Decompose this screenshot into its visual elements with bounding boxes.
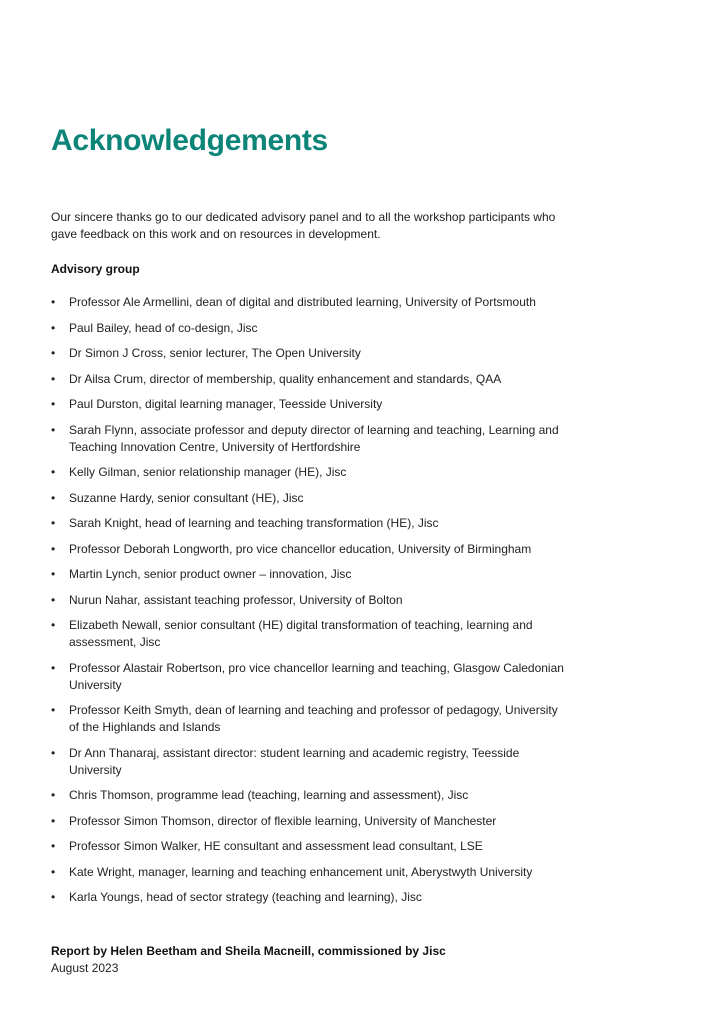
member-text: Professor Ale Armellini, dean of digital and distributed learning, University of Portsmouth bbox=[69, 295, 536, 309]
bullet-icon: • bbox=[51, 516, 56, 530]
list-item bbox=[51, 864, 571, 881]
bullet-icon: • bbox=[51, 567, 56, 581]
member-text: Sarah Flynn, associate professor and deputy director of learning and teaching, Learning and Teaching Innovation Centre, University of Hertfordshire bbox=[69, 422, 559, 454]
report-date: August 2023 bbox=[51, 961, 119, 975]
member-text: Paul Durston, digital learning manager, Teesside University bbox=[69, 397, 383, 411]
bullet-icon: • bbox=[51, 864, 56, 879]
bullet-icon: • bbox=[51, 788, 56, 802]
list-item bbox=[51, 464, 571, 481]
bullet-icon: • bbox=[51, 541, 56, 556]
list-item bbox=[51, 345, 571, 362]
bullet-icon: • bbox=[51, 660, 56, 675]
member-text: Professor Alastair Robertson, pro vice chancellor learning and teaching, Glasgow Caledonian University bbox=[69, 660, 564, 692]
list-item bbox=[51, 592, 571, 609]
bullet-icon: • bbox=[51, 320, 56, 335]
member-text: Professor Deborah Longworth, pro vice chancellor education, University of Birmingham bbox=[69, 541, 532, 556]
bullet-icon: • bbox=[51, 371, 56, 386]
member-text: Elizabeth Newall, senior consultant (HE) digital transformation of teaching, learning and assessment, Jisc bbox=[69, 618, 533, 649]
list-item bbox=[51, 787, 571, 804]
member-text: Martin Lynch, senior product owner – innovation, Jisc bbox=[69, 567, 352, 581]
member-text: Sarah Knight, head of learning and teaching transformation (HE), Jisc bbox=[69, 516, 439, 530]
member-text: Professor Simon Thomson, director of flexible learning, University of Manchester bbox=[69, 813, 497, 828]
bullet-icon: • bbox=[51, 839, 56, 853]
bullet-icon: • bbox=[51, 890, 56, 904]
list-item bbox=[51, 541, 571, 558]
bullet-icon: • bbox=[51, 465, 56, 479]
bullet-icon: • bbox=[51, 745, 56, 760]
list-item bbox=[51, 745, 571, 779]
report-byline: Report by Helen Beetham and Sheila Macneill, commissioned by Jisc bbox=[51, 944, 446, 958]
list-item bbox=[51, 490, 571, 507]
bullet-icon: • bbox=[51, 813, 56, 828]
advisory-group-heading: Advisory group bbox=[51, 262, 140, 276]
bullet-icon: • bbox=[51, 422, 56, 437]
bullet-icon: • bbox=[51, 295, 56, 309]
list-item bbox=[51, 702, 571, 736]
intro-paragraph: Our sincere thanks go to our dedicated advisory panel and to all the workshop participants who gave feedback on this work and on resources in development. bbox=[51, 210, 556, 241]
list-item bbox=[51, 617, 571, 651]
list-item bbox=[51, 813, 571, 830]
list-item bbox=[51, 838, 571, 855]
member-text: Nurun Nahar, assistant teaching professor, University of Bolton bbox=[69, 592, 403, 607]
bullet-icon: • bbox=[51, 490, 56, 505]
bullet-icon: • bbox=[51, 592, 56, 607]
bullet-icon: • bbox=[51, 397, 56, 411]
list-item bbox=[51, 566, 571, 583]
member-text: Professor Simon Walker, HE consultant and assessment lead consultant, LSE bbox=[69, 839, 483, 853]
list-item bbox=[51, 515, 571, 532]
list-item bbox=[51, 889, 571, 906]
list-item bbox=[51, 294, 571, 311]
member-text: Dr Ann Thanaraj, assistant director: student learning and academic registry, Teesside University bbox=[69, 745, 520, 777]
member-text: Kate Wright, manager, learning and teaching enhancement unit, Aberystwyth University bbox=[69, 864, 533, 879]
report-footer bbox=[51, 943, 571, 977]
member-text: Suzanne Hardy, senior consultant (HE), Jisc bbox=[69, 490, 304, 505]
member-text: Professor Keith Smyth, dean of learning and teaching and professor of pedagogy, University of the Highlands and Islands bbox=[69, 703, 558, 734]
list-item bbox=[51, 396, 571, 413]
member-text: Paul Bailey, head of co-design, Jisc bbox=[69, 320, 258, 335]
advisory-group-list bbox=[51, 294, 571, 915]
member-text: Chris Thomson, programme lead (teaching, learning and assessment), Jisc bbox=[69, 788, 469, 802]
bullet-icon: • bbox=[51, 618, 56, 632]
member-text: Kelly Gilman, senior relationship manager (HE), Jisc bbox=[69, 465, 347, 479]
member-text: Dr Simon J Cross, senior lecturer, The Open University bbox=[69, 346, 361, 360]
list-item bbox=[51, 660, 571, 694]
list-item bbox=[51, 320, 571, 337]
bullet-icon: • bbox=[51, 346, 56, 360]
member-text: Dr Ailsa Crum, director of membership, quality enhancement and standards, QAA bbox=[69, 371, 502, 386]
member-text: Karla Youngs, head of sector strategy (teaching and learning), Jisc bbox=[69, 890, 422, 904]
bullet-icon: • bbox=[51, 703, 56, 717]
page-title: Acknowledgements bbox=[51, 124, 328, 157]
list-item bbox=[51, 371, 571, 388]
list-item bbox=[51, 422, 571, 456]
